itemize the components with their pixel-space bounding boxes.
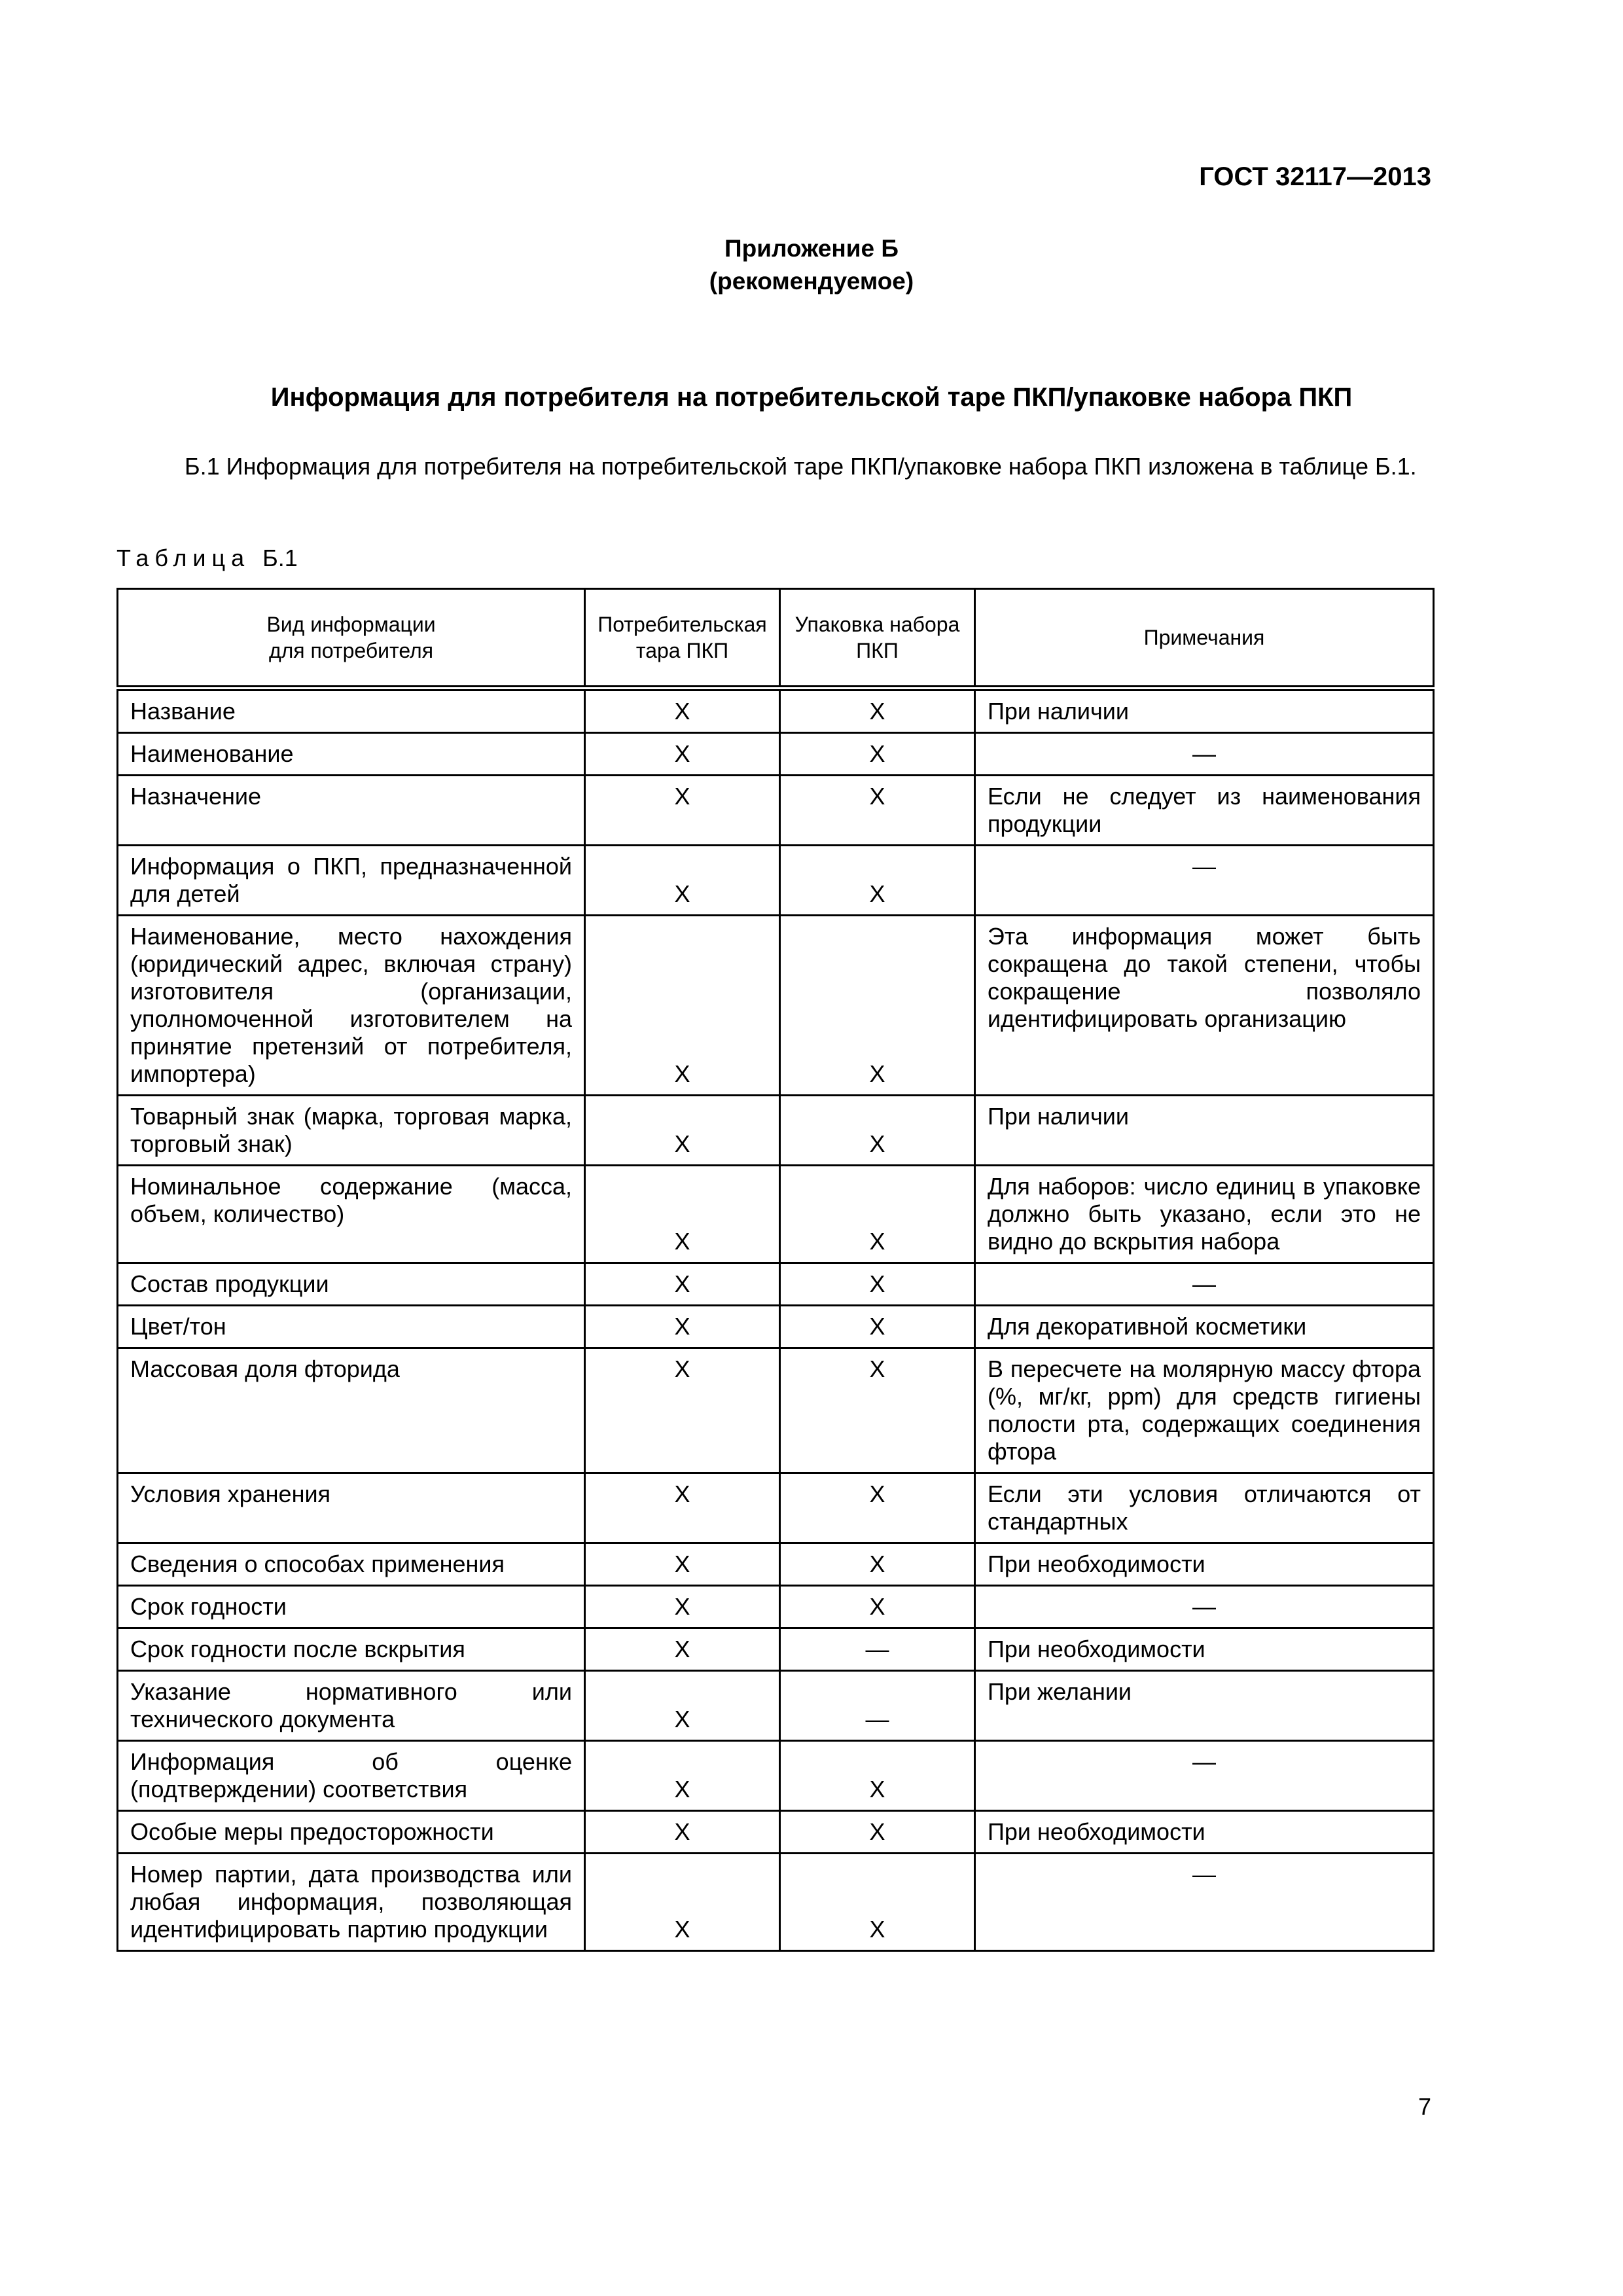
row-info-type: Назначение	[118, 776, 585, 846]
row-note: При желании	[975, 1671, 1434, 1741]
row-note: Если эти условия отличаются от стандартных	[975, 1473, 1434, 1543]
row-note: Для наборов: число единиц в упаковке должно быть указано, если это не видно до вскрытия набора	[975, 1166, 1434, 1263]
table-caption-word: Таблица	[116, 545, 251, 571]
row-set-package-mark: X	[780, 846, 975, 916]
table-row	[118, 846, 1434, 916]
intro-paragraph: Б.1 Информация для потребителя на потребительской таре ПКП/упаковке набора ПКП изложена в таблице Б.1.	[185, 453, 1417, 480]
row-info-type: Номинальное содержание (масса, объем, количество)	[118, 1166, 585, 1263]
standard-code: ГОСТ 32117—2013	[1199, 162, 1431, 191]
header-set-package: Упаковка набора ПКП	[780, 589, 975, 689]
row-consumer-container-mark: X	[585, 1586, 780, 1628]
row-note: —	[975, 1586, 1434, 1628]
row-consumer-container-mark: X	[585, 1628, 780, 1671]
row-consumer-container-mark: X	[585, 1166, 780, 1263]
row-set-package-mark: X	[780, 1263, 975, 1306]
row-set-package-mark: X	[780, 1306, 975, 1348]
row-note: Эта информация может быть сокращена до такой степени, чтобы сокращение позволяло идентифицировать организацию	[975, 916, 1434, 1096]
row-note: Для декоративной косметики	[975, 1306, 1434, 1348]
row-set-package-mark: X	[780, 1543, 975, 1586]
table-row	[118, 1811, 1434, 1854]
row-info-type: Цвет/тон	[118, 1306, 585, 1348]
row-info-type: Указание нормативного или технического документа	[118, 1671, 585, 1741]
row-info-type: Наименование	[118, 733, 585, 776]
table-row	[118, 1671, 1434, 1741]
row-set-package-mark: X	[780, 689, 975, 733]
row-info-type: Информация об оценке (подтверждении) соответствия	[118, 1741, 585, 1811]
row-set-package-mark: X	[780, 916, 975, 1096]
table-row	[118, 1263, 1434, 1306]
appendix-title: Приложение Б	[724, 235, 899, 262]
row-consumer-container-mark: X	[585, 1473, 780, 1543]
row-note: —	[975, 1741, 1434, 1811]
row-set-package-mark: X	[780, 1811, 975, 1854]
row-consumer-container-mark: X	[585, 1348, 780, 1473]
table-row	[118, 1473, 1434, 1543]
row-info-type: Номер партии, дата производства или любая информация, позволяющая идентифицировать партию продукции	[118, 1854, 585, 1951]
table-row	[118, 776, 1434, 846]
row-set-package-mark: —	[780, 1671, 975, 1741]
table-row	[118, 1096, 1434, 1166]
row-info-type: Срок годности	[118, 1586, 585, 1628]
row-set-package-mark: X	[780, 776, 975, 846]
table-row	[118, 1306, 1434, 1348]
row-consumer-container-mark: X	[585, 1671, 780, 1741]
header-consumer-container: Потребительская тара ПКП	[585, 589, 780, 689]
table-row	[118, 1628, 1434, 1671]
row-note: При необходимости	[975, 1543, 1434, 1586]
row-set-package-mark: X	[780, 1586, 975, 1628]
row-set-package-mark: X	[780, 1854, 975, 1951]
row-note: При наличии	[975, 689, 1434, 733]
row-info-type: Информация о ПКП, предназначенной для детей	[118, 846, 585, 916]
row-note: При необходимости	[975, 1811, 1434, 1854]
table-row	[118, 1741, 1434, 1811]
row-consumer-container-mark: X	[585, 1543, 780, 1586]
row-note: При наличии	[975, 1096, 1434, 1166]
row-info-type: Сведения о способах применения	[118, 1543, 585, 1586]
row-set-package-mark: X	[780, 1348, 975, 1473]
row-info-type: Товарный знак (марка, торговая марка, торговый знак)	[118, 1096, 585, 1166]
appendix-status: (рекомендуемое)	[709, 268, 914, 295]
table-row	[118, 1543, 1434, 1586]
row-set-package-mark: X	[780, 1741, 975, 1811]
table-row	[118, 1854, 1434, 1951]
row-info-type: Наименование, место нахождения (юридический адрес, включая страну) изготовителя (организации, уполномоченной изготовителем на принятие претензий от потребителя, импортера)	[118, 916, 585, 1096]
row-consumer-container-mark: X	[585, 733, 780, 776]
row-consumer-container-mark: X	[585, 689, 780, 733]
row-consumer-container-mark: X	[585, 1741, 780, 1811]
page-number: 7	[1418, 2093, 1431, 2120]
row-note: —	[975, 1263, 1434, 1306]
row-info-type: Особые меры предосторожности	[118, 1811, 585, 1854]
row-set-package-mark: X	[780, 1473, 975, 1543]
row-info-type: Массовая доля фторида	[118, 1348, 585, 1473]
table-caption	[116, 545, 298, 572]
row-note: Если не следует из наименования продукции	[975, 776, 1434, 846]
row-consumer-container-mark: X	[585, 1263, 780, 1306]
row-consumer-container-mark: X	[585, 1096, 780, 1166]
table-row	[118, 916, 1434, 1096]
row-note: В пересчете на молярную массу фтора (%, мг/кг, ppm) для средств гигиены полости рта, содержащих соединения фтора	[975, 1348, 1434, 1473]
table-row	[118, 1166, 1434, 1263]
document-title: Информация для потребителя на потребительской таре ПКП/упаковке набора ПКП	[270, 383, 1353, 412]
row-info-type: Название	[118, 689, 585, 733]
row-consumer-container-mark: X	[585, 846, 780, 916]
header-notes: Примечания	[975, 589, 1434, 689]
header-info-type: Вид информации для потребителя	[118, 589, 585, 689]
row-set-package-mark: X	[780, 1096, 975, 1166]
row-set-package-mark: X	[780, 733, 975, 776]
row-consumer-container-mark: X	[585, 1306, 780, 1348]
table-row	[118, 1348, 1434, 1473]
table-row	[118, 733, 1434, 776]
row-info-type: Условия хранения	[118, 1473, 585, 1543]
row-consumer-container-mark: X	[585, 916, 780, 1096]
appendix-heading	[0, 232, 1623, 298]
row-consumer-container-mark: X	[585, 1811, 780, 1854]
table-row	[118, 689, 1434, 733]
row-set-package-mark: X	[780, 1166, 975, 1263]
row-info-type: Состав продукции	[118, 1263, 585, 1306]
table-row	[118, 1586, 1434, 1628]
info-table	[116, 588, 1435, 1952]
row-set-package-mark: —	[780, 1628, 975, 1671]
table-header-row	[118, 589, 1434, 689]
row-info-type: Срок годности после вскрытия	[118, 1628, 585, 1671]
row-note: При необходимости	[975, 1628, 1434, 1671]
row-note: —	[975, 733, 1434, 776]
row-note: —	[975, 1854, 1434, 1951]
table-body	[118, 689, 1434, 1951]
row-consumer-container-mark: X	[585, 776, 780, 846]
row-consumer-container-mark: X	[585, 1854, 780, 1951]
row-note: —	[975, 846, 1434, 916]
table-caption-number: Б.1	[262, 545, 298, 571]
